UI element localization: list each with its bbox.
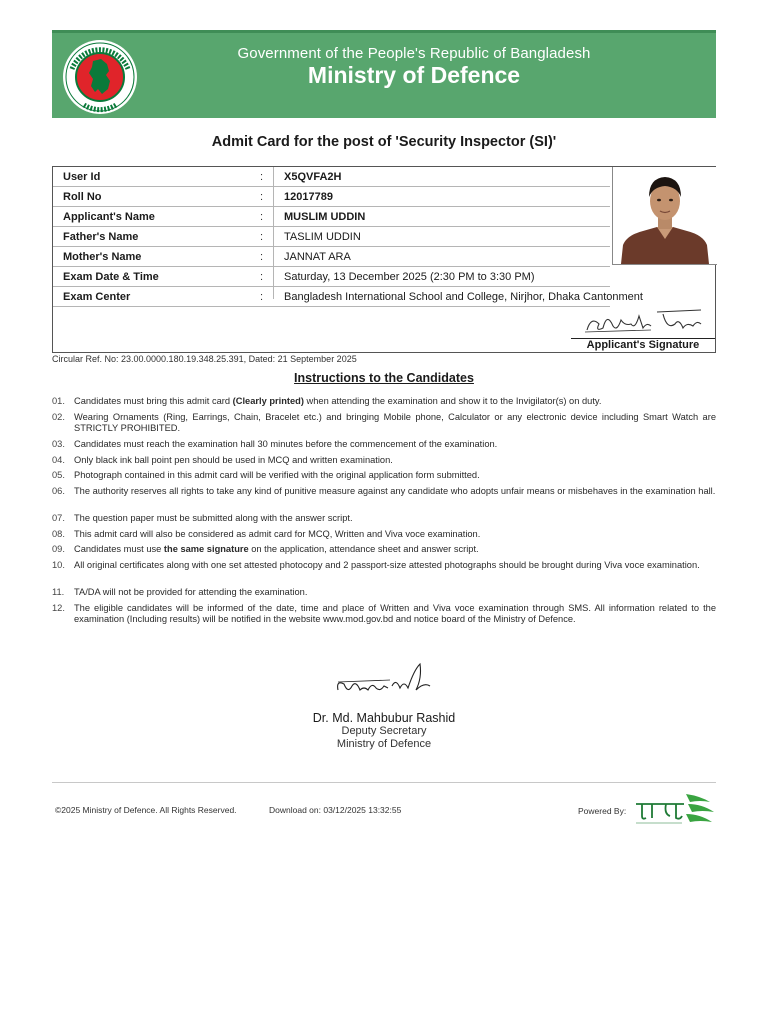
ministry-heading: Ministry of Defence [307, 62, 521, 88]
applicant-signature-label: Applicant's Signature [586, 339, 700, 351]
info-row-applicant-name [53, 207, 610, 227]
info-colon: : [260, 191, 264, 203]
copyright-text: ©2025 Ministry of Defence. All Rights Reserved. [55, 805, 237, 815]
instructions-title: Instructions to the Candidates [294, 371, 474, 385]
instruction-number: 06. [52, 486, 65, 496]
info-value: Saturday, 13 December 2025 (2:30 PM to 3:30 PM) [284, 271, 535, 283]
info-value: JANNAT ARA [284, 251, 351, 263]
circular-reference: Circular Ref. No: 23.00.0000.180.19.348.25.391, Dated: 21 September 2025 [52, 354, 357, 364]
applicant-signature-image [581, 304, 705, 338]
info-colon: : [260, 291, 264, 303]
government-heading: Government of the People's Republic of Bangladesh [237, 45, 591, 62]
info-row-exam-center [53, 287, 643, 307]
download-timestamp: Download on: 03/12/2025 13:32:55 [269, 805, 402, 815]
instruction-number: 04. [52, 455, 65, 465]
authority-designation: Deputy Secretary [341, 725, 427, 737]
instruction-item [52, 560, 716, 571]
instruction-text: Candidates must use the same signature on the application, attendance sheet and answer script. [74, 544, 479, 554]
instruction-item [52, 412, 716, 434]
instruction-number: 10. [52, 560, 65, 570]
instruction-number: 11. [52, 587, 65, 597]
instruction-text: This admit card will also be considered as admit card for MCQ, Written and Viva voce examination. [74, 529, 481, 539]
instruction-item [52, 603, 716, 625]
instruction-item [52, 513, 716, 524]
teletalk-logo-icon [634, 792, 716, 828]
instruction-item [52, 486, 716, 497]
info-label: Mother's Name [63, 251, 142, 263]
instruction-item [52, 529, 716, 540]
info-value: X5QVFA2H [284, 171, 342, 183]
info-label: Applicant's Name [63, 211, 155, 223]
header-banner [52, 30, 716, 118]
info-label: Roll No [63, 191, 102, 203]
info-colon: : [260, 171, 264, 183]
instruction-text: Candidates must bring this admit card (Clearly printed) when attending the examination and show it to the Invigilator(s) on duty. [74, 396, 602, 406]
info-value: Bangladesh International School and College, Nirjhor, Dhaka Cantonment [284, 291, 643, 303]
instruction-text: Only black ink ball point pen should be used in MCQ and written examination. [74, 455, 393, 465]
instruction-number: 09. [52, 544, 65, 554]
instruction-item [52, 470, 716, 481]
info-value: TASLIM UDDIN [284, 231, 361, 243]
authority-name: Dr. Md. Mahbubur Rashid [312, 711, 456, 725]
applicant-photo-image [613, 167, 717, 264]
instruction-item [52, 544, 716, 555]
info-colon: : [260, 211, 264, 223]
applicant-info-table [53, 167, 643, 307]
instruction-item [52, 455, 716, 466]
instruction-item [52, 587, 716, 598]
instruction-number: 03. [52, 439, 65, 449]
info-label: Exam Center [63, 291, 131, 303]
powered-by-label: Powered By: [578, 806, 627, 816]
info-value: 12017789 [284, 191, 333, 203]
info-colon: : [260, 271, 264, 283]
instruction-item [52, 439, 716, 450]
instruction-number: 01. [52, 396, 65, 406]
footer-divider [52, 782, 716, 783]
info-value: MUSLIM UDDIN [284, 211, 366, 223]
info-label: Father's Name [63, 231, 139, 243]
instruction-text: The question paper must be submitted along with the answer script. [74, 513, 353, 523]
info-row-roll-no [53, 187, 610, 207]
instruction-item [52, 396, 716, 407]
info-label: User Id [63, 171, 101, 183]
admit-card-title: Admit Card for the post of 'Security Inspector (SI)' [211, 134, 557, 150]
info-colon: : [260, 251, 264, 263]
info-colon: : [260, 231, 264, 243]
info-label: Exam Date & Time [63, 271, 159, 283]
authority-signature-image [330, 660, 440, 706]
instruction-number: 08. [52, 529, 65, 539]
column-divider [273, 167, 274, 299]
instruction-text: The authority reserves all rights to take any kind of punitive measure against any candidate who adopts unfair means or misbehaves in the examination hall. [74, 486, 716, 496]
instruction-number: 07. [52, 513, 65, 523]
applicant-info-box [52, 166, 716, 353]
instruction-number: 05. [52, 470, 65, 480]
instruction-text: TA/DA will not be provided for attending the examination. [74, 587, 308, 597]
applicant-photo [612, 167, 717, 265]
authority-office: Ministry of Defence [336, 738, 432, 750]
instruction-number: 02. [52, 412, 65, 422]
info-row-father-name [53, 227, 610, 247]
instruction-text: All original certificates along with one set attested photocopy and 2 passport-size attested photographs should be brought during Viva voce examination. [74, 560, 700, 570]
instruction-text: Wearing Ornaments (Ring, Earrings, Chain, Bracelet etc.) and bringing Mobile phone, Calculator or any electronic device including Smart Watch are STRICTLY PROHIBITED. [74, 412, 716, 433]
info-row-user-id [53, 167, 610, 187]
info-row-exam-date [53, 267, 610, 287]
instruction-number: 12. [52, 603, 65, 613]
instruction-text: Candidates must reach the examination hall 30 minutes before the commencement of the examination. [74, 439, 498, 449]
instruction-text: The eligible candidates will be informed of the date, time and place of Written and Viva voce examination through SMS. All information related to the examination (Including results) will be notified in the website www.mod.gov.bd and notice board of the Ministry of Defence. [74, 603, 716, 624]
info-row-mother-name [53, 247, 610, 267]
instruction-text: Photograph contained in this admit card will be verified with the original application form submitted. [74, 470, 480, 480]
